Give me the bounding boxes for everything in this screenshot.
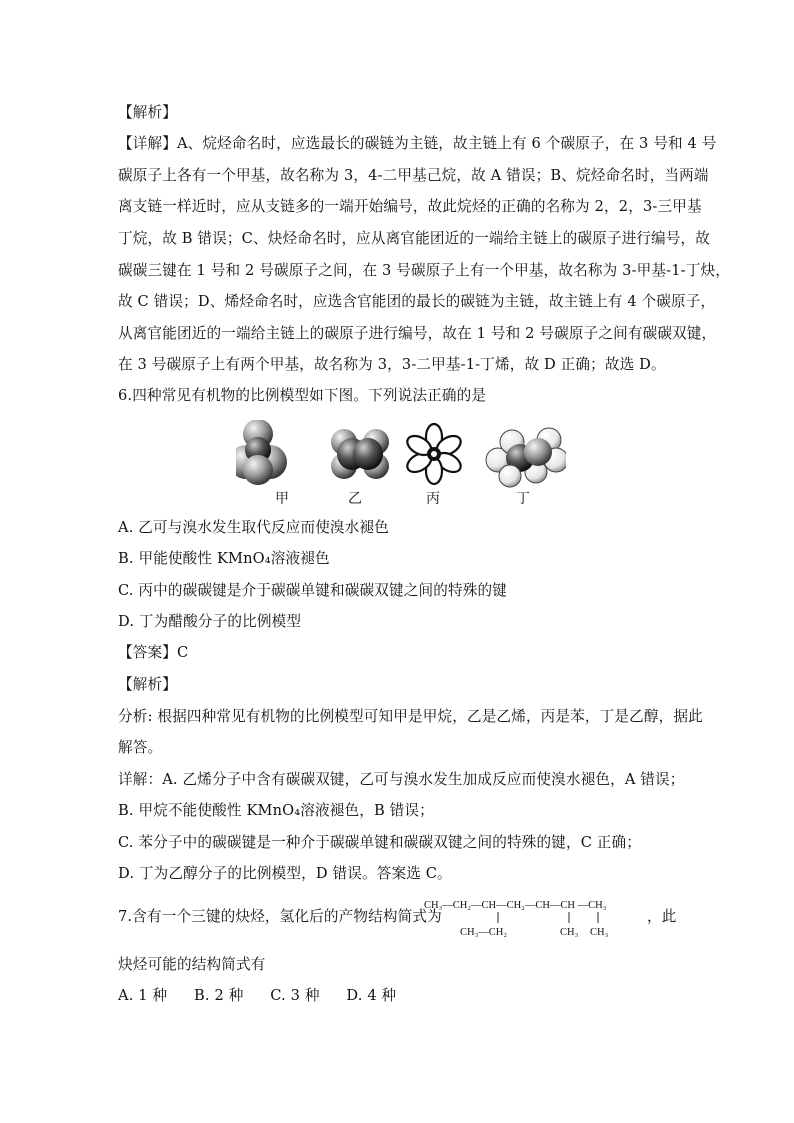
analysis-heading: 【解析】 xyxy=(118,104,177,121)
q6-analysis-line: 解答。 xyxy=(118,739,163,756)
q6-analysis-line: 详解：A. 乙烯分子中含有碳碳双键，乙可与溴水发生加成反应而使溴水褪色，A 错误； xyxy=(118,771,685,788)
q7-option-c: C. 3 种 xyxy=(270,987,320,1004)
q7-option-d: D. 4 种 xyxy=(346,987,397,1004)
q6-analysis-line: B. 甲烷不能使酸性 KMnO₄溶液褪色，B 错误； xyxy=(118,802,434,819)
q7-stem-line2: 炔烃可能的结构简式有 xyxy=(118,956,266,973)
formula-main-chain: CH₃—CH₂—CH—CH₂—CH—CH —CH₃ xyxy=(424,900,607,911)
q6-analysis-line: 分析: 根据四种常见有机物的比例模型可知甲是甲烷，乙是乙烯，丙是苯，丁是乙醇，据此 xyxy=(118,708,703,725)
q6-option-d: D. 丁为醋酸分子的比例模型 xyxy=(118,613,302,630)
q7-stem-part1: 7.含有一个三键的炔烃，氢化后的产物结构简式为 xyxy=(118,908,442,925)
q5-detail-line: 在 3 号碳原子上有两个甲基，故名称为 3，3-二甲基-1-丁烯，故 D 正确；故选 D。 xyxy=(118,356,666,373)
formula-branch-ethyl: CH₃—CH₂ xyxy=(460,927,507,938)
q5-detail-line: 故 C 错误；D、烯烃命名时，应选含官能团的最长的碳链为主链，故主链上有 4 个碳原子， xyxy=(118,293,716,310)
q7-stem-part2: ，此 xyxy=(647,908,677,925)
q5-detail-line: 从离官能团近的一端给主链上的碳原子进行编号，故在 1 号和 2 号碳原子之间有碳碳双键， xyxy=(118,325,717,342)
q6-option-a: A. 乙可与溴水发生取代反应而使溴水褪色 xyxy=(118,519,389,536)
ethanol-model xyxy=(486,428,566,487)
q6-analysis-line: D. 丁为乙醇分子的比例模型，D 错误。答案选 C。 xyxy=(118,865,452,882)
q6-option-b: B. 甲能使酸性 KMnO₄溶液褪色 xyxy=(118,550,330,567)
q5-detail-line: 丁烷，故 B 错误；C、炔烃命名时，应从离官能团近的一端给主链上的碳原子进行编号，故 xyxy=(118,230,711,247)
formula-branch-methyl: CH₃ xyxy=(560,927,579,938)
q7-option-a: A. 1 种 xyxy=(118,987,168,1004)
q6-analysis-heading: 【解析】 xyxy=(118,676,177,693)
q5-detail-line: 【详解】A、烷烃命名时，应选最长的碳链为主链，故主链上有 6 个碳原子，在 3 号和 4 号 xyxy=(118,135,717,152)
model-label-bing: 丙 xyxy=(426,491,440,507)
benzene-model xyxy=(404,424,464,484)
formula-branch-methyl: CH₃ xyxy=(590,927,609,938)
q6-answer: 【答案】C xyxy=(118,644,189,661)
q5-detail-line: 碳碳三键在 1 号和 2 号碳原子之间，在 3 号碳原子上有一个甲基，故名称为 3-甲基-1-丁炔， xyxy=(118,262,730,279)
hydrogenated-product-formula xyxy=(424,897,654,941)
q6-stem: 6.四种常见有机物的比例模型如下图。下列说法正确的是 xyxy=(118,387,487,404)
methane-model xyxy=(236,420,287,485)
q5-detail-line: 离支链一样近时，应从支链多的一端开始编号，故此烷烃的正确的名称为 2，2，3-三甲基 xyxy=(118,198,702,215)
model-label-ding: 丁 xyxy=(516,491,530,507)
model-label-jia: 甲 xyxy=(275,491,289,507)
q7-options xyxy=(118,986,418,1006)
q6-analysis-line: C. 苯分子中的碳碳键是一种介于碳碳单键和碳碳双键之间的特殊的键，C 正确； xyxy=(118,834,642,851)
ethylene-model xyxy=(331,429,389,479)
q6-option-c: C. 丙中的碳碳键是介于碳碳单键和碳碳双键之间的特殊的键 xyxy=(118,582,507,599)
q7-option-b: B. 2 种 xyxy=(194,987,244,1004)
model-label-yi: 乙 xyxy=(348,491,362,507)
q5-detail-line: 碳原子上各有一个甲基，故名称为 3，4-二甲基己烷，故 A 错误；B、烷烃命名时，当两端 xyxy=(118,167,709,184)
